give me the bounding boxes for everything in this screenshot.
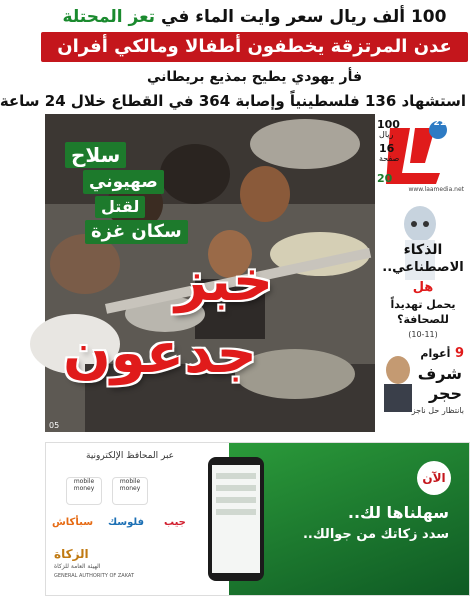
author-first: شرف: [417, 364, 462, 383]
page-count: 16: [379, 142, 395, 155]
currency: ريال: [379, 130, 394, 139]
tag-gaza: سكان غزة: [85, 220, 188, 244]
ai-question-2: يحمل تهديداً: [390, 298, 456, 311]
zakat-authority-name: الزكاة: [54, 547, 89, 561]
ai-title-1: الذكاء: [403, 242, 443, 258]
years-number: 9: [454, 346, 464, 361]
column-box: [380, 346, 466, 426]
ai-title-2: الاصطناعي..: [382, 260, 464, 275]
price: 100: [377, 118, 400, 131]
tag-to-kill: لقتل: [95, 196, 145, 218]
headline-water-price: [43, 4, 466, 30]
now-badge: الآن: [417, 461, 451, 495]
wallet-jaib: جيب: [164, 517, 186, 528]
zakat-authority-sub: الهيئة العامة للزكاة: [54, 563, 101, 570]
cover-photo: [45, 114, 375, 432]
issue-day: 20: [377, 172, 393, 185]
headline-taiz: تعز المحتلة: [62, 7, 156, 27]
ai-question-1: هل: [412, 280, 434, 295]
author-last: حجر: [428, 384, 462, 403]
pages-label: صفحة: [379, 154, 400, 163]
zakat-ad: [45, 442, 470, 596]
tag-weapon: سلاح: [65, 142, 126, 168]
website: www.laamedia.net: [408, 186, 464, 193]
ad-slogan-1: سهلناها لك..: [347, 503, 449, 522]
cover-divider: [33, 432, 476, 442]
main-headline-bread: خبز: [175, 249, 274, 314]
author-note: بانتظار حل ناجز: [411, 406, 464, 415]
headline-aden: عدن المرتزقة يخطفون أطفالا ومالكي أفران: [41, 32, 468, 62]
wallet-floosak: فلوسك: [108, 517, 145, 528]
main-headline-gideon: جدعون: [63, 321, 257, 386]
tag-zionist: صهيوني: [83, 170, 164, 194]
ad-slogan-2: سدد زكاتك من جوالك..: [302, 527, 449, 542]
wallet-saba-cash: سبأكاش: [52, 517, 94, 528]
sidebar: [375, 114, 470, 432]
years-label: أعوام: [420, 347, 451, 360]
wallet-mobile-money-1: mobile money: [66, 477, 102, 505]
zakat-authority-en: GENERAL AUTHORITY OF ZAKAT: [54, 573, 134, 579]
ad-wallets-title: عبر المحافظ الإلكترونية: [86, 451, 175, 461]
ai-pages: (10-11): [408, 330, 438, 339]
headline-martyrs: استشهاد 136 فلسطينياً وإصابة 364 في القطاع خلال 24 ساعة: [0, 92, 466, 110]
headline-mouse: فأر يهودي يطيح بمذيع بريطاني: [146, 69, 363, 85]
photo-credit: 05: [49, 421, 60, 430]
author-photo: [380, 352, 416, 412]
ai-question-3: للصحافة؟: [397, 313, 449, 326]
smartphone-icon: [206, 455, 266, 583]
headline-water-price-text: 100 ألف ريال سعر وايت الماء في: [161, 7, 447, 27]
wallet-mobile-money-2: mobile money: [112, 477, 148, 505]
logo-number: 21: [433, 118, 446, 128]
